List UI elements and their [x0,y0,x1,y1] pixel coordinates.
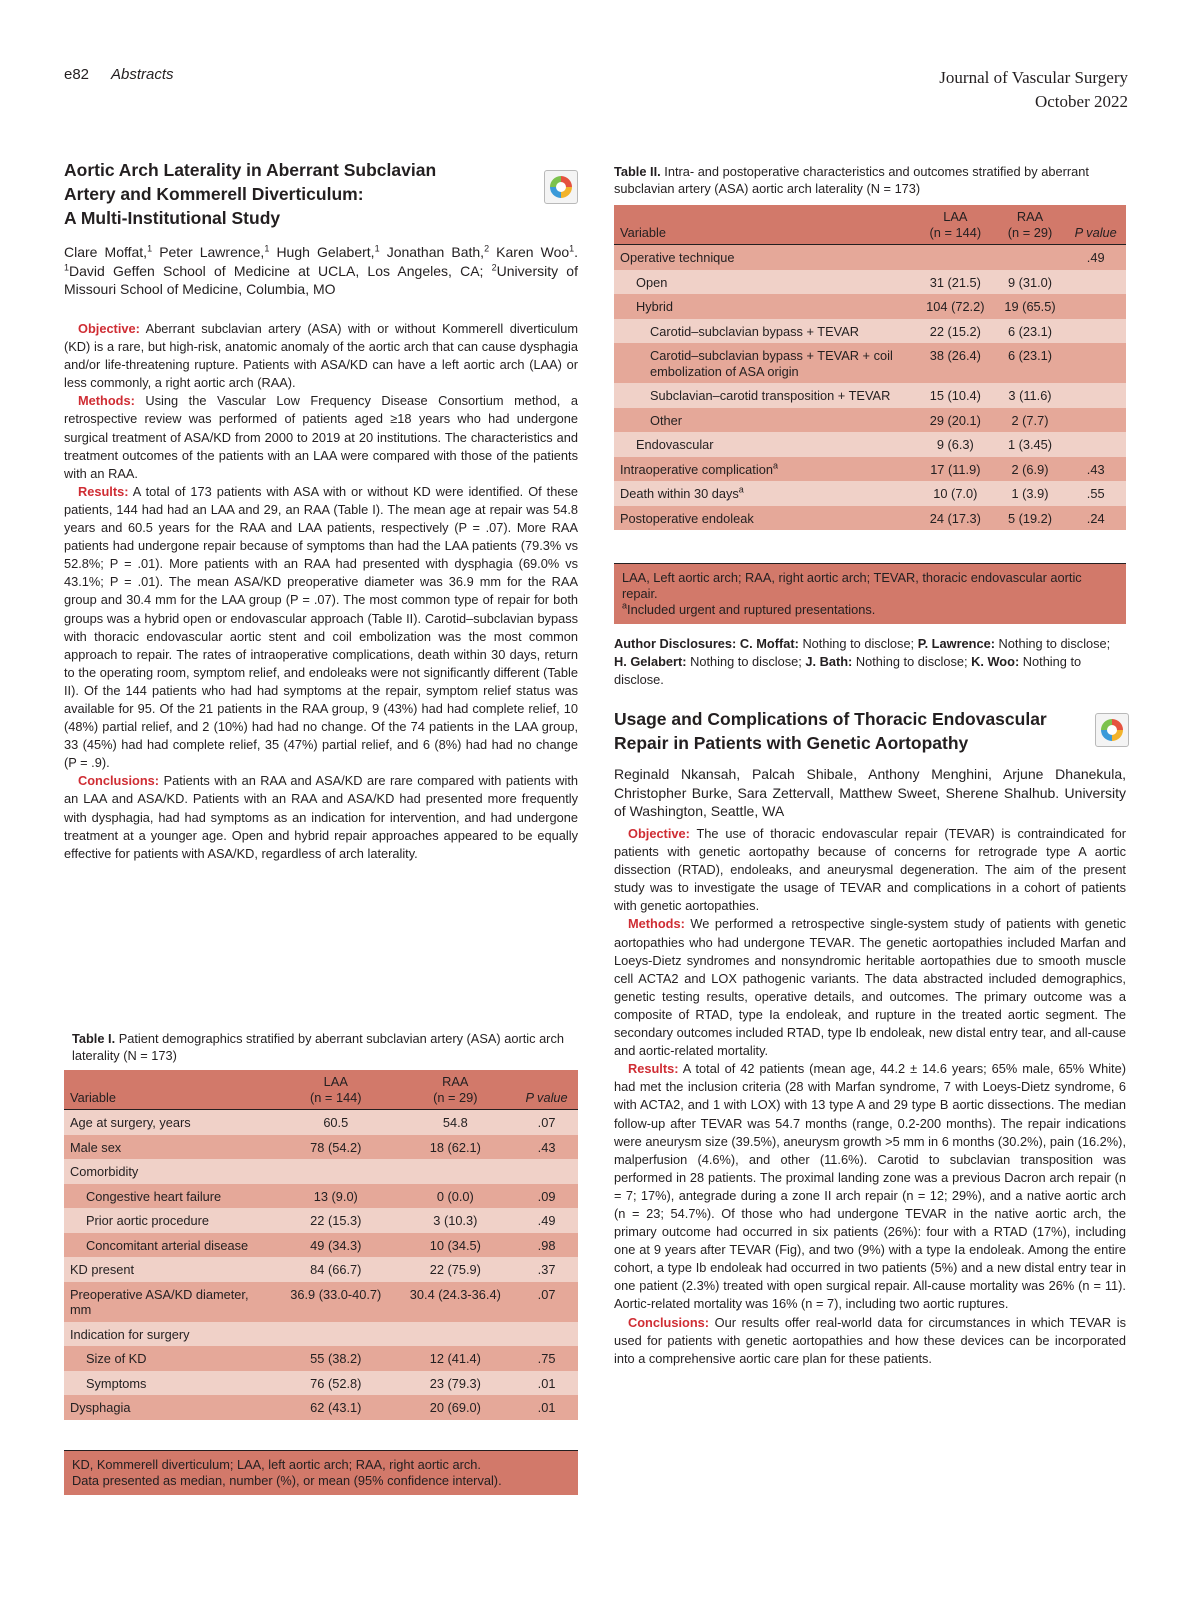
table2-header-laa: LAA (n = 144) [916,205,995,245]
results-paragraph: Results: A total of 173 patients with ASA with or without KD were identified. Of these patients, 144 had had an LAA and 29, an RAA (Table I). The mean age at repair was 54.8 years and 60.5 years for the RAA and LAA patients, respectively (P = .07). More RAA patients had undergone repair because of symptoms than had the LAA patients (79.3% vs 52.8%; P = .01). More patients with an RAA had presented with dysphagia (69.0% vs 43.1%; P = .01). The mean ASA/KD preoperative diameter was 36.9 mm for the RAA group and 30.4 mm for the LAA group (P = .07). The most common type of repair for both groups was a hybrid open or endovascular approach (Table II). Carotid–subclavian bypass with thoracic endovascular aortic stent and coil embolization was the most common approach to repair. The rates of intraoperative complications, death within 30 days, return to the operating room, symptom relief, and endoleaks were not significantly different (Table II). Of the 144 patients who had had symptoms at the repair, symptom relief status was available for 95. Of the 21 patients in the RAA group, 9 (43%) had had complete relief, 10 (48%) partial relief, and 2 (10%) had had no change. Of the 74 patients in the LAA group, 33 (45%) had had complete relief, 35 (47%) partial relief, and 6 (8%) had had no change (P = .9). [64,483,578,771]
methods-paragraph: Methods: We performed a retrospective single-system study of patients with genetic aortopathies who had undergone TEVAR. The genetic aortopathies included Marfan and Loeys-Dietz syndromes and nonsyndromic heritable aortopathies due to smooth muscle cell ACTA2 and LOX pathogenic variants. The data abstracted included demographics, genetic testing results, operative details, and outcomes. The primary outcome was a composite of RTAD, type Ia endoleak, and rupture in the treated aortic segment. The secondary outcomes included RTAD, type Ib endoleak, new distal entry tear, and all-cause and aortic-related mortality. [614,916,1126,1059]
table2-caption: Table II. Intra- and postoperative characteristics and outcomes stratified by aberrant subclavian artery (ASA) aortic arch laterality (N = 173) [614,164,1089,196]
crossmark-icon[interactable] [1095,713,1129,747]
table-cell: 54.8 [396,1110,516,1135]
table-cell: 24 (17.3) [916,506,995,531]
table-cell [1065,383,1126,408]
table-row [64,1282,578,1322]
table-row [614,245,1126,270]
table-cell: 17 (11.9) [916,457,995,482]
article1-title: Aortic Arch Laterality in Aberrant Subclavian Artery and Kommerell Diverticulum: A Multi-Institutional Study [64,160,437,228]
table-cell [1065,319,1126,344]
table-row [614,506,1126,531]
table-cell: KD present [64,1257,276,1282]
table-cell: 78 (54.2) [276,1135,396,1160]
table1-caption: Table I. Patient demographics stratified by aberrant subclavian artery (ASA) aortic arch laterality (N = 173) [72,1031,564,1063]
article1-authors: Clare Moffat,$^1$ Peter Lawrence,$^1$ Hugh Gelabert,$^1$ Jonathan Bath,$^2$ Karen Woo$^1$. $^1$David Geffen School of Medicine at UCLA, Los Angeles, CA; $^2$University of Missouri School of Medicine, Columbia, MO [64,243,579,297]
table-cell [396,1159,516,1184]
table-row [64,1184,578,1209]
table-cell: 9 (31.0) [995,270,1066,295]
conclusions-paragraph: Conclusions: Our results offer real-world data for circumstances in which TEVAR is used for patients with genetic aortopathies and how these devices can be incorporated into a comprehensive aortic care plan for these patients. [614,1314,1126,1366]
crossmark-icon[interactable] [544,170,578,204]
table-cell: 0 (0.0) [396,1184,516,1209]
table-cell: Open [614,270,916,295]
table-cell: .49 [515,1208,578,1233]
table1 [64,1070,578,1420]
table-cell: Preoperative ASA/KD diameter, mm [64,1282,276,1322]
table-cell: .07 [515,1282,578,1322]
table-cell [916,245,995,270]
table-cell: Congestive heart failure [64,1184,276,1209]
table1-header-raa: RAA (n = 29) [396,1070,516,1110]
table-header-row [614,205,1126,245]
table1-footnote: KD, Kommerell diverticulum; LAA, left aortic arch; RAA, right aortic arch. Data presented as median, number (%), or mean (95% confidence interval). [64,1450,578,1495]
page-number: e82 [64,66,90,83]
table-cell: Male sex [64,1135,276,1160]
table-cell [396,1322,516,1347]
table-cell: .75 [515,1346,578,1371]
table-cell [1065,294,1126,319]
table-row [614,294,1126,319]
table-cell: Carotid–subclavian bypass + TEVAR + coil embolization of ASA origin [614,343,916,383]
article2-body [614,825,1126,1368]
table-cell: 15 (10.4) [916,383,995,408]
table-cell: 38 (26.4) [916,343,995,383]
table-cell: Intraoperative complication$^a$ [614,457,916,482]
table-cell: 29 (20.1) [916,408,995,433]
table-cell: 22 (15.2) [916,319,995,344]
table-cell: Dysphagia [64,1395,276,1420]
journal-name: Journal of Vascular Surgery [939,68,1128,87]
table-cell: 2 (6.9) [995,457,1066,482]
table-cell: 10 (34.5) [396,1233,516,1258]
table-cell: 55 (38.2) [276,1346,396,1371]
table2-header-variable: Variable [614,205,916,245]
table-row [614,270,1126,295]
table-cell: .01 [515,1371,578,1396]
table-cell: 30.4 (24.3-36.4) [396,1282,516,1322]
table-row [614,383,1126,408]
table-cell: 6 (23.1) [995,319,1066,344]
table-row [64,1395,578,1420]
table-cell: 23 (79.3) [396,1371,516,1396]
table-header-row [64,1070,578,1110]
table-cell: 104 (72.2) [916,294,995,319]
conclusions-paragraph: Conclusions: Patients with an RAA and ASA/KD are rare compared with patients with an LAA and ASA/KD. Patients with an RAA and ASA/KD had presented more frequently with dysphagia, had had symptoms as an indication for intervention, and had undergone treatment at a younger age. Open and hybrid repair approaches appeared to be equally effective for patients with ASA/KD, regardless of arch laterality. [64,773,578,861]
table-cell [1065,408,1126,433]
table2 [614,205,1126,530]
table-cell: .43 [1065,457,1126,482]
table-cell [276,1159,396,1184]
objective-paragraph: Objective: The use of thoracic endovascular repair (TEVAR) is contraindicated for patients with genetic aortopathy because of concerns for retrograde type A aortic dissection (RTAD), endoleaks, and aneurysmal degeneration. The aim of the present study was to investigate the usage of TEVAR and complications in a cohort of patients with genetic aortopathies. [614,826,1127,914]
table-cell: .43 [515,1135,578,1160]
table2-header-pvalue: P value [1065,205,1126,245]
table2-header-raa: RAA (n = 29) [995,205,1066,245]
table-cell [1065,270,1126,295]
table-cell: .98 [515,1233,578,1258]
table-cell: 6 (23.1) [995,343,1066,383]
table-cell [276,1322,396,1347]
results-paragraph: Results: A total of 42 patients (mean age, 44.2 ± 14.6 years; 65% male, 65% White) had met the inclusion criteria (28 with Marfan syndrome, 7 with Loeys-Dietz syndrome, 6 with ACTA2, and 1 with LOX) with 13 type A and 29 type B aortic dissections. The median follow-up after TEVAR was 54.7 months (range, 0.2-200 months). The repair indications were aneurysm size (39.5%), aneurysm growth >5 mm in 6 months (30.2%), pain (16.2%), malperfusion (4.6%), and other (11.6%). Carotid to subclavian transposition was performed in 28 patients. The proximal landing zone was a previous Dacron arch repair (n = 7; 17%), antegrade during a zone II arch repair (n = 12; 29%), and a native aortic arch (n = 23; 54.7%). Of those who had undergone TEVAR in the native aortic arch, the primary outcome had occurred in six patients (26%): four with a RTAD (17%), including one at 9 years after TEVAR (Fig), and two (9%) with a type Ia endoleak. Among the entire cohort, a type Ib endoleak had occurred in two patients (5%) and a new distal entry tear in one patient (2.3%) treated with open surgical repair. All-cause mortality was 26% (n = 11). Aortic-related mortality was 16% (n = 7), including two aortic ruptures. [614,1061,1126,1312]
table-cell: Concomitant arterial disease [64,1233,276,1258]
table-cell: 36.9 (33.0-40.7) [276,1282,396,1322]
table-cell: .37 [515,1257,578,1282]
table-cell: 2 (7.7) [995,408,1066,433]
table-cell [515,1322,578,1347]
table-row [64,1159,578,1184]
table-cell: Age at surgery, years [64,1110,276,1135]
table-cell: Symptoms [64,1371,276,1396]
table-cell: 1 (3.45) [995,432,1066,457]
table-cell: 62 (43.1) [276,1395,396,1420]
table-cell: 3 (11.6) [995,383,1066,408]
article2-authors: Reginald Nkansah, Palcah Shibale, Anthony Menghini, Arjune Dhanekula, Christopher Burke, Sara Zettervall, Matthew Sweet, Sherene Shalhub. University of Washington, Seattle, WA [614,766,1126,819]
table-cell: 49 (34.3) [276,1233,396,1258]
table-cell: 10 (7.0) [916,481,995,506]
table1-header-pvalue: P value [515,1070,578,1110]
table-cell: .49 [1065,245,1126,270]
table-row [614,432,1126,457]
table-cell: Subclavian–carotid transposition + TEVAR [614,383,916,408]
table-row [64,1233,578,1258]
table-cell: 60.5 [276,1110,396,1135]
table-cell: Carotid–subclavian bypass + TEVAR [614,319,916,344]
table-cell: 22 (75.9) [396,1257,516,1282]
table-cell: .24 [1065,506,1126,531]
table-cell: 5 (19.2) [995,506,1066,531]
table-row [614,481,1126,506]
table-cell: .07 [515,1110,578,1135]
table-cell: .01 [515,1395,578,1420]
table-cell: 18 (62.1) [396,1135,516,1160]
table-row [64,1135,578,1160]
table-cell: .09 [515,1184,578,1209]
table-cell [515,1159,578,1184]
table-cell: Death within 30 days$^a$ [614,481,916,506]
table-cell: .55 [1065,481,1126,506]
table-row [64,1322,578,1347]
article2-title: Usage and Complications of Thoracic Endovascular Repair in Patients with Genetic Aortopathy [614,709,1047,753]
table-cell: 9 (6.3) [916,432,995,457]
table-cell: Comorbidity [64,1159,276,1184]
table-cell: 13 (9.0) [276,1184,396,1209]
table-cell: 76 (52.8) [276,1371,396,1396]
running-header-left [64,66,174,83]
table-cell: Operative technique [614,245,916,270]
running-header-right [939,66,1128,114]
table-cell: Size of KD [64,1346,276,1371]
table-cell: 31 (21.5) [916,270,995,295]
issue-date: October 2022 [1034,92,1128,111]
table-cell: Indication for surgery [64,1322,276,1347]
table-cell [1065,432,1126,457]
table-cell: 22 (15.3) [276,1208,396,1233]
table-row [614,319,1126,344]
author-disclosures: Author Disclosures: C. Moffat: Nothing to disclose; P. Lawrence: Nothing to disclose; H. Gelabert: Nothing to disclose; J. Bath: Nothing to disclose; K. Woo: Nothing to disclose. [614,636,1111,687]
table-row [64,1371,578,1396]
table-row [64,1208,578,1233]
table2-footnote: LAA, Left aortic arch; RAA, right aortic arch; TEVAR, thoracic endovascular aortic repair. $^a$Included urgent and ruptured presentations. [614,563,1126,624]
section-name: Abstracts [111,66,174,83]
table-row [64,1110,578,1135]
table-cell: 20 (69.0) [396,1395,516,1420]
table-cell: 12 (41.4) [396,1346,516,1371]
table-cell [1065,343,1126,383]
table1-header-variable: Variable [64,1070,276,1110]
objective-paragraph: Objective: Aberrant subclavian artery (ASA) with or without Kommerell diverticulum (KD) is a rare, but high-risk, anatomic anomaly of the aortic arch that can cause dysphagia and/or life-threatening rupture. Patients with ASA/KD can have a left aortic arch (LAA) or less commonly, a right aortic arch (RAA). [64,321,578,391]
table-cell [995,245,1066,270]
table-cell: Hybrid [614,294,916,319]
table-cell: Prior aortic procedure [64,1208,276,1233]
table-row [614,343,1126,383]
table-cell: 3 (10.3) [396,1208,516,1233]
table-cell: Other [614,408,916,433]
table1-header-laa: LAA (n = 144) [276,1070,396,1110]
table-row [64,1346,578,1371]
article1-body [64,320,578,863]
table-cell: Postoperative endoleak [614,506,916,531]
table-cell: 84 (66.7) [276,1257,396,1282]
table-row [614,457,1126,482]
methods-paragraph: Methods: Using the Vascular Low Frequency Disease Consortium method, a retrospective review was performed of patients aged ≥18 years who had undergone surgical treatment of ASA/KD from 2000 to 2019 at 20 institutions. The characteristics and treatment outcomes of the patients with an LAA were compared with those of the patients with an RAA. [64,393,578,481]
table-cell: 1 (3.9) [995,481,1066,506]
table-cell: Endovascular [614,432,916,457]
table-row [614,408,1126,433]
table-cell: 19 (65.5) [995,294,1066,319]
table-row [64,1257,578,1282]
